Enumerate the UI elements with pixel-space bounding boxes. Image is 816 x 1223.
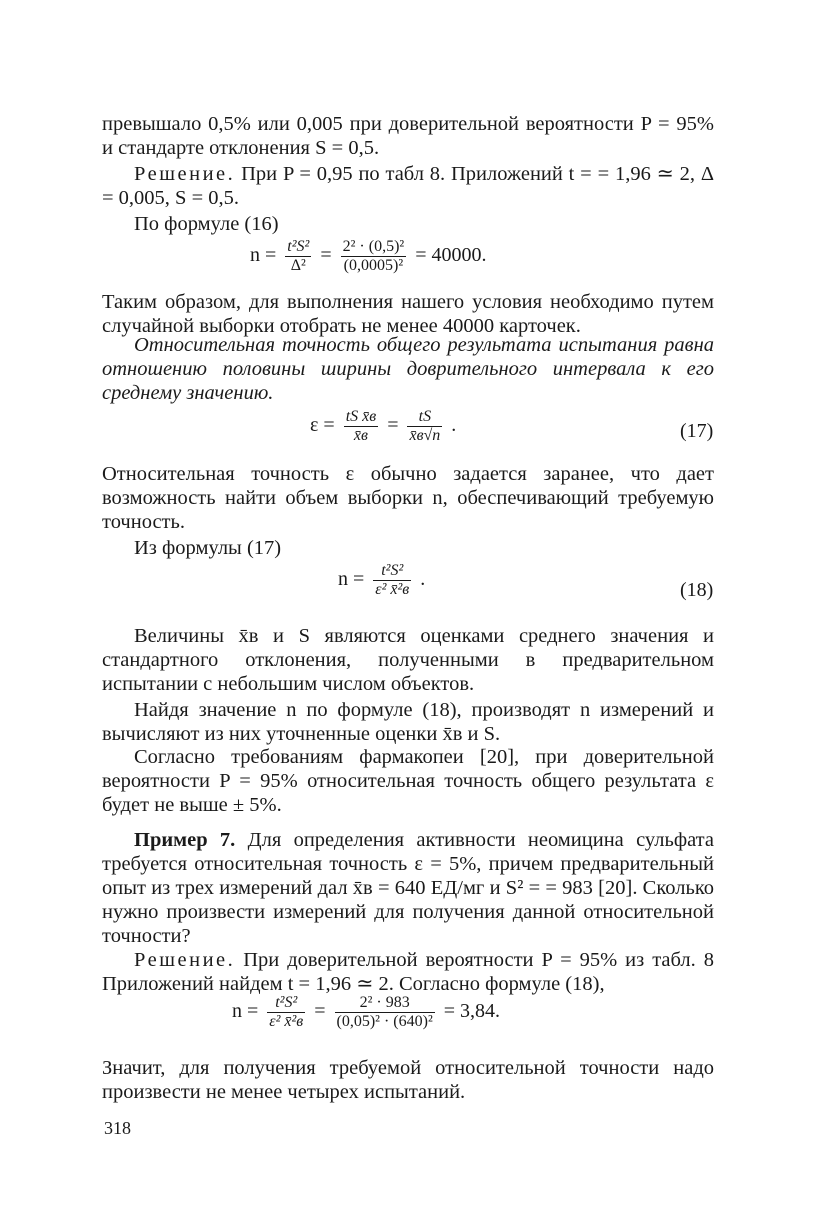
solution-label: Решение.: [134, 163, 236, 185]
formula-16-frac2-numerator: 2² · (0,5)²: [342, 238, 405, 255]
formula-16-result: = 40000.: [415, 244, 487, 267]
formula-example-frac2-numerator: 2² · 983: [359, 994, 410, 1011]
example-7-text: Для определения активности неомицина сульфата требуется относительная точность ε = 5%, причем предварительный опыт из трех измерений дал x̄в = 640 ЕД/мг и S² = = 983 [20]. Сколько нужно произвести измерений для получения данной относительной точности?: [102, 829, 714, 947]
formula-ref-text: По формуле (16): [134, 213, 279, 235]
paragraph-pharmacopoeia: [102, 745, 714, 817]
formula-18-numerator: t²S²: [381, 562, 404, 579]
formula-16-frac1-numerator: t²S²: [287, 238, 310, 255]
formula-example: [232, 994, 500, 1031]
formula-example-frac1-numerator: t²S²: [275, 994, 298, 1011]
measurements-text: Найдя значение n по формуле (18), производят n измерений и вычисляют из них уточненные оценки x̄в и S.: [102, 699, 714, 745]
paragraph-from-formula: [102, 536, 714, 560]
paragraph-relative-precision: [102, 462, 714, 534]
formula-example-fraction-1: [267, 994, 305, 1031]
formula-example-frac1-denominator: ε² x̄²в: [269, 1013, 304, 1030]
formula-example-frac2-denominator: (0,05)² · (640)²: [336, 1013, 433, 1030]
formula-17-frac2-numerator: tS: [418, 408, 432, 425]
formula-17-fraction-2: [407, 408, 442, 445]
paragraph-solution-2: [102, 948, 714, 996]
formula-example-lhs: n =: [232, 1000, 259, 1023]
equation-number-17: (17): [680, 420, 714, 442]
formula-17: [310, 408, 456, 445]
formula-16-lhs: n =: [250, 244, 277, 267]
formula-example-equals: =: [314, 1000, 326, 1023]
estimates-text: Величины x̄в и S являются оценками среднего значения и стандартного отклонения, полученными в предварительном испытании с небольшим числом объектов.: [102, 625, 714, 695]
formula-16-equals: =: [320, 244, 332, 267]
formula-18-denominator: ε² x̄²в: [375, 581, 410, 598]
paragraph-conclusion-1: [102, 290, 714, 338]
formula-16-frac2-denominator: (0,0005)²: [341, 256, 407, 275]
equation-number-18: (18): [680, 579, 714, 601]
paragraph-measurements: [102, 698, 714, 746]
relative-precision-text: Относительная точность ε обычно задается заранее, что дает возможность найти объем выборки n, обеспечивающий требуемую точность.: [102, 463, 714, 533]
formula-17-frac1-numerator: tS x̄в: [345, 408, 377, 425]
solution-2-label: Решение.: [134, 949, 236, 971]
formula-18-lhs: n =: [338, 568, 365, 591]
paragraph-1: превышало 0,5% или 0,005 при доверительной вероятности P = 95% и стандарте отклонения S = 0,5.: [102, 113, 714, 159]
formula-18-period: .: [420, 568, 426, 591]
paragraph-intro: [102, 112, 714, 160]
definition-text: Относительная точность общего результата испытания равна отношению половины ширины доврительного интервала к его среднему значению.: [102, 334, 714, 404]
paragraph-final: [102, 1056, 714, 1104]
formula-16-fraction-1: [285, 238, 311, 275]
from-formula-text: Из формулы (17): [134, 537, 282, 559]
paragraph-definition: [102, 333, 714, 405]
formula-16-frac1-denominator: Δ²: [285, 256, 311, 275]
solution-text: При P = 0,95 по табл 8. Приложений t = = 1,96 ≃ 2, Δ = 0,005, S = 0,5.: [102, 163, 714, 209]
formula-17-lhs: ε =: [310, 414, 335, 437]
formula-16-fraction-2: [341, 238, 407, 275]
formula-example-fraction-2: [335, 994, 435, 1031]
conclusion-1-text: Таким образом, для выполнения нашего условия необходимо путем случайной выборки отобрать не менее 40000 карточек.: [102, 291, 714, 337]
formula-16: [250, 238, 486, 275]
formula-18: [338, 562, 425, 599]
paragraph-example-7: [102, 828, 714, 948]
formula-18-fraction: [373, 562, 411, 599]
formula-17-frac1-denominator: x̄в: [344, 426, 379, 445]
paragraph-solution-1: [102, 162, 714, 210]
example-7-label: Пример 7.: [134, 829, 236, 851]
formula-17-frac2-denominator: x̄в√n: [409, 427, 441, 444]
paragraph-formula-ref: [102, 212, 714, 236]
final-text: Значит, для получения требуемой относительной точности надо произвести не менее четырех испытаний.: [102, 1057, 714, 1103]
formula-example-result: = 3,84.: [443, 1000, 501, 1023]
pharmacopoeia-text: Согласно требованиям фармакопеи [20], при доверительной вероятности P = 95% относительная точность общего результата ε будет не выше ± 5%.: [102, 746, 714, 816]
paragraph-estimates: [102, 624, 714, 696]
formula-17-period: .: [451, 414, 457, 437]
solution-2-text: При доверительной вероятности P = 95% из табл. 8 Приложений найдем t = 1,96 ≃ 2. Согласно формуле (18),: [102, 949, 714, 995]
formula-17-equals: =: [387, 414, 399, 437]
formula-17-fraction-1: [344, 408, 379, 445]
page-number: 318: [104, 1118, 131, 1138]
